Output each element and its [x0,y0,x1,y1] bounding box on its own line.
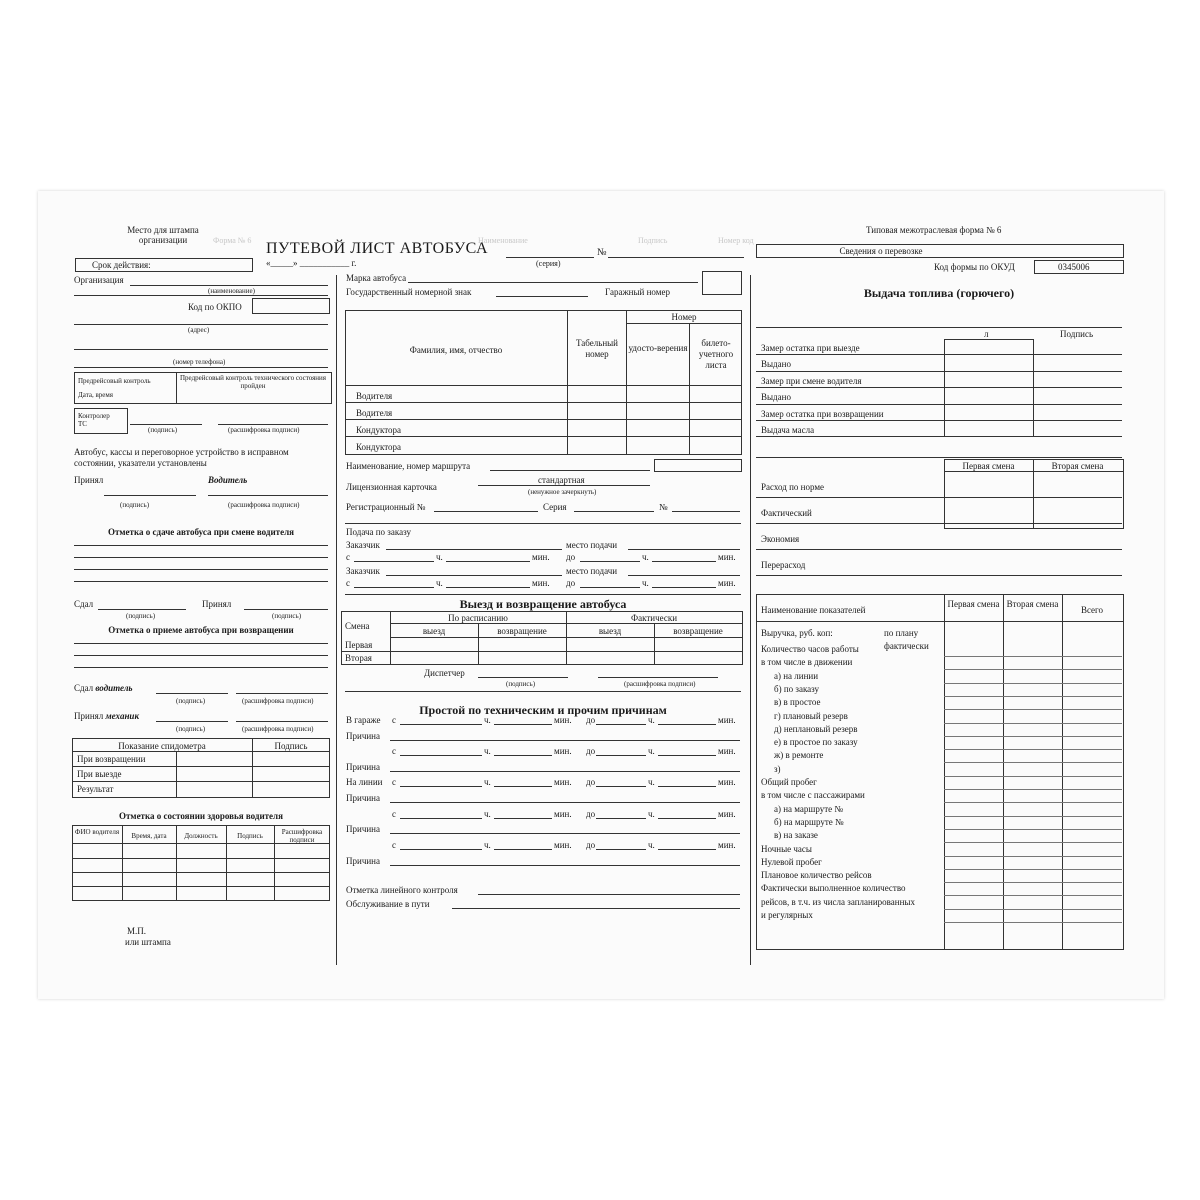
to-label: до [566,552,576,562]
to-label: до [566,578,576,588]
okpo-label: Код по ОКПО [188,302,242,312]
place-field-2[interactable] [628,575,740,576]
shift-row: Вторая [345,653,372,663]
downtime-time-label: ч. [484,715,491,725]
num-label: № [659,502,668,512]
actually-label: фактически [884,641,929,651]
indicator-row-label: д) неплановый резерв [774,723,858,734]
place-label: место подачи [566,540,618,550]
okpo-box[interactable] [252,298,330,314]
handed-driver-field[interactable] [156,693,228,694]
form-number: Типовая межотраслевая форма № 6 [866,225,1002,235]
downtime-time-label: мин. [554,840,572,850]
downtime-time-label: с [392,715,396,725]
indicator-row-label: Нулевой пробег [761,856,822,867]
crew-row: Кондуктора [356,425,402,435]
route-label: Наименование, номер маршрута [346,461,471,471]
indicator-row-label: Плановое количество рейсов [761,870,872,881]
downtime-time-label: мин. [554,777,572,787]
sign-caption: (подпись) [176,697,206,705]
fuel-row: Выдано [761,392,791,402]
datetime-label: Дата, время [78,391,114,399]
speedo-row-line [72,751,330,752]
series-label: Серия [543,502,567,512]
health-title: Отметка о состоянии здоровья водителя [119,811,283,821]
downtime-time-field[interactable] [494,755,552,756]
dep-row-line [341,651,743,652]
crew-row: Кондуктора [356,442,402,452]
crew-col-fio: Фамилия, имя, отчество [409,345,503,355]
num-field[interactable] [672,511,740,512]
shift-label: Смена [345,621,370,631]
accepted-decode-field[interactable] [208,495,328,496]
section-line [345,594,741,595]
bus-make-field[interactable] [408,282,698,283]
crew-table [345,310,742,455]
bus-ok-text: Автобус, кассы и переговорное устройство в исправном состоянии, указатели установлены [74,447,289,468]
divider-left [336,275,337,965]
downtime-time-field[interactable] [400,724,482,725]
number-field[interactable] [608,257,744,258]
downtime-time-label: ч. [648,715,655,725]
cons-row: Фактический [761,508,812,518]
driver-label: Водитель [208,475,248,485]
downtime-time-field[interactable] [596,818,646,819]
return-line-1[interactable] [74,643,328,644]
downtime-reason-field[interactable] [390,865,740,866]
h-label: ч. [436,578,443,588]
revenue-label: Выручка, руб. коп: [761,628,833,638]
stamp-or: или штампа [125,937,171,947]
decode-caption: (расшифровка подписи) [242,725,314,733]
exit-label: выезд [422,626,446,636]
indicator-row-label: в том числе с пассажирами [761,790,865,801]
downtime-row-label: Причина [346,762,380,772]
h-label: ч. [436,552,443,562]
health-col: Время, дата [131,832,167,840]
decode-caption: (расшифровка подписи) [624,680,696,688]
by-plan-label: по плану [884,628,919,638]
downtime-time-field[interactable] [658,755,716,756]
downtime-time-label: мин. [718,809,736,819]
downtime-time-label: ч. [484,746,491,756]
place-label: место подачи [566,566,618,576]
controller-decode-field[interactable] [218,424,328,425]
handed-field[interactable] [98,609,186,610]
crew-col-number: Номер [671,312,697,322]
from-m-field[interactable] [446,561,530,562]
organization-field-2[interactable] [74,295,328,296]
downtime-time-label: мин. [718,715,736,725]
indicator-row-label: Количество часов работы [761,644,859,654]
reg-field[interactable] [434,511,538,512]
downtime-reason-field[interactable] [390,802,740,803]
crew-col-line [689,323,690,454]
crew-row-line [345,419,742,420]
dispatcher-decode-field[interactable] [598,677,718,678]
downtime-time-label: мин. [718,840,736,850]
schedule-label: По расписанию [448,613,508,623]
downtime-time-label: с [392,809,396,819]
series-caption: (серия) [536,259,561,268]
indicator-row-label: в том числе в движении [761,657,853,668]
downtime-time-field[interactable] [658,849,716,850]
downtime-time-label: мин. [554,809,572,819]
decode-caption: (расшифровка подписи) [228,501,300,509]
okud-code: 0345006 [1058,262,1090,272]
downtime-time-field[interactable] [400,755,482,756]
to-h-field[interactable] [580,561,640,562]
to-h-field-2[interactable] [580,587,640,588]
indicator-row-label: в) на заказе [774,830,818,841]
route-box[interactable] [654,459,742,472]
downtime-time-field[interactable] [596,849,646,850]
first-shift-label: Первая смена [947,599,1000,609]
indicator-row-label: Фактически выполненное количество [761,883,906,894]
handover-line-2[interactable] [74,557,328,558]
sign-caption: (подпись) [506,680,536,688]
ghost-text: Форма № 6 [213,236,252,245]
downtime-time-field[interactable] [400,786,482,787]
accepted-mech-label: Принял механик [74,711,140,721]
license-field[interactable] [478,485,650,486]
shift1-label: Первая смена [962,461,1015,471]
downtime-time-label: до [586,777,596,787]
indicator-row-label: з) [774,763,781,774]
ghost-text: Номер код [718,236,754,245]
downtime-time-label: ч. [484,777,491,787]
sign-caption: (подпись) [120,501,150,509]
crew-col-cert: удосто-верения [628,343,688,353]
pretrip-label: Предрейсовый контроль [78,377,151,385]
series-field-2[interactable] [574,511,654,512]
crew-col-ticket: билето-учетного листа [698,338,734,370]
crew-row-line [345,436,742,437]
health-row-line [72,858,330,859]
accepted-mech-field[interactable] [156,721,228,722]
health-col-line [226,825,227,900]
downtime-time-field[interactable] [596,724,646,725]
downtime-time-label: мин. [554,715,572,725]
downtime-reason-field[interactable] [390,771,740,772]
section-line [345,523,741,524]
downtime-time-field[interactable] [494,849,552,850]
customer-field-2[interactable] [386,575,562,576]
downtime-row-label: Причина [346,793,380,803]
phone-line [74,367,328,368]
handover-line-3[interactable] [74,569,328,570]
organization-label: Организация [74,275,124,285]
health-col: Должность [184,832,218,840]
sign-label: Подпись [1060,329,1094,339]
exit-label: выезд [598,626,622,636]
speedo-col-line [176,752,177,797]
customer-label: Заказчик [346,566,380,576]
fuel-row: Выдача масла [761,425,815,435]
series-field[interactable] [506,257,594,258]
speedo-row: При выезде [77,769,122,779]
min-label: мин. [718,552,736,562]
downtime-time-label: с [392,746,396,756]
date-field[interactable]: «_____» ___________ г. [266,258,357,268]
speedo-sign-header: Подпись [274,741,308,751]
phone-field[interactable] [74,349,328,350]
speedo-row-line [72,766,330,767]
sign-caption: (подпись) [176,725,206,733]
dispatcher-sign-field[interactable] [478,677,568,678]
return-label: возвращение [497,626,547,636]
service-label: Обслуживание в пути [346,899,430,909]
reg-label: Регистрационный № [346,502,426,512]
downtime-time-label: с [392,840,396,850]
address-caption: (адрес) [188,326,210,334]
downtime-time-field[interactable] [494,818,552,819]
shift-row: Первая [345,640,373,650]
downtime-time-label: ч. [484,840,491,850]
from-label: с [346,552,350,562]
speedo-row: Результат [77,784,114,794]
from-label: с [346,578,350,588]
second-shift-label: Вторая смена [1006,599,1059,609]
pretrip-divider [176,372,177,404]
downtime-time-label: до [586,746,596,756]
waybill-sheet [38,191,1164,999]
downtime-time-label: ч. [648,809,655,819]
fuel-row: Замер остатка при выезде [761,343,860,353]
downtime-time-label: ч. [484,809,491,819]
stamp-mp: М.П. [127,926,147,936]
indicator-row-label: е) в простое по заказу [774,737,858,748]
downtime-time-label: ч. [648,746,655,756]
fuel-row: Замер при смене водителя [761,376,862,386]
downtime-time-label: ч. [648,777,655,787]
address-field[interactable] [74,324,328,325]
line-control-label: Отметка линейного контроля [346,885,458,895]
min-label: мин. [718,578,736,588]
cons-row: Экономия [761,534,800,544]
indicator-row-label: рейсов, в т.ч. из числа запланированных [761,896,915,907]
health-row-line [72,872,330,873]
downtime-reason-field[interactable] [390,740,740,741]
downtime-time-label: до [586,715,596,725]
actual-label: Фактически [630,613,678,623]
fuel-title: Выдача топлива (горючего) [863,286,1015,300]
indicator-row-label: б) по заказу [774,683,820,694]
fuel-row: Выдано [761,359,791,369]
handed-label: Сдал [74,599,94,609]
downtime-time-label: мин. [718,746,736,756]
return-label: возвращение [673,626,723,636]
number-sign: № [597,247,607,258]
okud-label: Код формы по ОКУД [934,262,1015,272]
return-line-3[interactable] [74,667,328,668]
downtime-time-label: до [586,809,596,819]
indicator-row-label: Ночные часы [761,843,812,854]
pretrip-passed: Предрейсовый контроль технического состояния пройден [180,374,326,390]
name-caption: (наименование) [208,287,255,295]
to-m-field-2[interactable] [652,587,716,588]
downtime-time-field[interactable] [658,724,716,725]
customer-field[interactable] [386,549,562,550]
downtime-time-field[interactable] [658,818,716,819]
to-m-field[interactable] [652,561,716,562]
health-col-line [176,825,177,900]
downtime-time-field[interactable] [596,786,646,787]
health-col-line [122,825,123,900]
downtime-time-field[interactable] [494,724,552,725]
speedo-row: При возвращении [77,754,146,764]
downtime-time-label: мин. [554,746,572,756]
downtime-row-label: Причина [346,856,380,866]
from-m-field-2[interactable] [446,587,530,588]
ghost-text: Наименование [478,236,528,245]
bus-make-label: Марка автобуса [346,273,407,283]
controller-label: Контролер ТС [78,412,110,428]
sign-caption: (подпись) [272,612,302,620]
dep-row-line [390,637,742,638]
crew-row-line [345,402,742,403]
dep-row-line [390,623,742,624]
handover-line-1[interactable] [74,545,328,546]
indicators-label: Наименование показателей [761,605,866,615]
speedo-header: Показание спидометра [118,741,206,751]
health-col: ФИО водителя [74,828,120,836]
downtime-time-field[interactable] [400,849,482,850]
indicator-row-label: и регулярных [761,910,813,920]
crew-row: Водителя [356,391,393,401]
crew-row: Водителя [356,408,393,418]
downtime-reason-field[interactable] [390,833,740,834]
h-label: ч. [642,578,649,588]
unneeded-caption: (ненужное зачеркнуть) [528,488,597,496]
shift2-label: Вторая смена [1051,461,1104,471]
health-col-line [274,825,275,900]
handover-line-4[interactable] [74,581,328,582]
downtime-row-label: Причина [346,731,380,741]
route-field[interactable] [490,470,650,471]
sign-caption: (подпись) [148,426,178,434]
departure-title: Выезд и возвращение автобуса [459,597,627,611]
indicator-row-label: б) на маршруте № [774,816,844,827]
phone-caption: (номер телефона) [173,358,226,366]
validity-label: Срок действия: [92,260,151,270]
handover-title: Отметка о сдаче автобуса при смене водителя [108,527,294,537]
indicator-row-label: а) на линии [774,670,819,681]
return-line-2[interactable] [74,655,328,656]
handed-driver-label: Сдал водитель [74,683,133,693]
state-plate-label: Государственный номерной знак [346,287,472,297]
dispatcher-label: Диспетчер [424,668,465,678]
h-label: ч. [642,552,649,562]
controller-sign-field[interactable] [130,424,202,425]
accepted-label: Принял [74,475,104,485]
bus-make-box[interactable] [702,271,742,295]
downtime-time-field[interactable] [494,786,552,787]
order-label: Подача по заказу [346,527,411,537]
cons-row: Перерасход [761,560,806,570]
divider-right [750,275,751,965]
crew-col-line [567,310,568,454]
fuel-row: Замер остатка при возвращении [761,409,884,419]
crew-col-line [626,310,627,454]
indicator-row-label: г) плановый резерв [774,710,848,721]
downtime-time-label: ч. [648,840,655,850]
accepted2-label: Принял [202,599,232,609]
sign-caption: (подпись) [126,612,156,620]
indicator-row-label: а) на маршруте № [774,803,844,814]
organization-field[interactable] [130,285,328,286]
garage-no-label: Гаражный номер [605,287,670,297]
carrier-info: Сведения о перевозке [839,246,923,256]
ghost-text: Подпись [638,236,668,245]
health-col: Подпись [237,832,263,840]
handed-driver-decode-field[interactable] [236,693,328,694]
downtime-time-field[interactable] [596,755,646,756]
page-title: ПУТЕВОЙ ЛИСТ АВТОБУСА [266,240,489,257]
cons-row: Расход по норме [761,482,825,492]
indicator-row-label: в) в простое [774,697,821,708]
crew-col-tab: Табельный номер [576,338,618,359]
accepted2-field[interactable] [244,609,328,610]
indicator-row-label: Общий пробег [761,777,817,787]
decode-caption: (расшифровка подписи) [228,426,300,434]
health-row-line [72,886,330,887]
standard-label: стандартная [538,475,585,485]
downtime-time-field[interactable] [658,786,716,787]
health-col: Расшифровка подписи [281,828,323,844]
min-label: мин. [532,552,550,562]
crew-row-line [345,385,742,386]
speedo-row-line [72,781,330,782]
downtime-time-field[interactable] [400,818,482,819]
place-field[interactable] [628,549,740,550]
from-h-field[interactable] [354,561,434,562]
speedo-col-line [252,738,253,797]
downtime-row-label: Причина [346,824,380,834]
crew-row-line [626,323,741,324]
downtime-row-label: На линии [346,777,383,787]
accepted-sign-field[interactable] [104,495,196,496]
return-title: Отметка о приеме автобуса при возвращении [108,625,294,635]
downtime-time-label: до [586,840,596,850]
downtime-row-label: В гараже [346,715,381,725]
min-label: мин. [532,578,550,588]
liters-label: л [984,329,989,339]
downtime-title: Простой по техническим и прочим причинам [419,703,667,717]
indicator-row-label: ж) в ремонте [774,750,824,761]
decode-caption: (расшифровка подписи) [242,697,314,705]
accepted-mech-decode-field[interactable] [236,721,328,722]
section-line [345,691,741,692]
from-h-field-2[interactable] [354,587,434,588]
downtime-time-label: мин. [718,777,736,787]
state-plate-field[interactable] [496,296,588,297]
downtime-time-label: с [392,777,396,787]
license-label: Лицензионная карточка [346,482,437,492]
stamp-place: Место для штампа организации [127,225,199,245]
customer-label: Заказчик [346,540,380,550]
total-label: Всего [1080,605,1104,615]
